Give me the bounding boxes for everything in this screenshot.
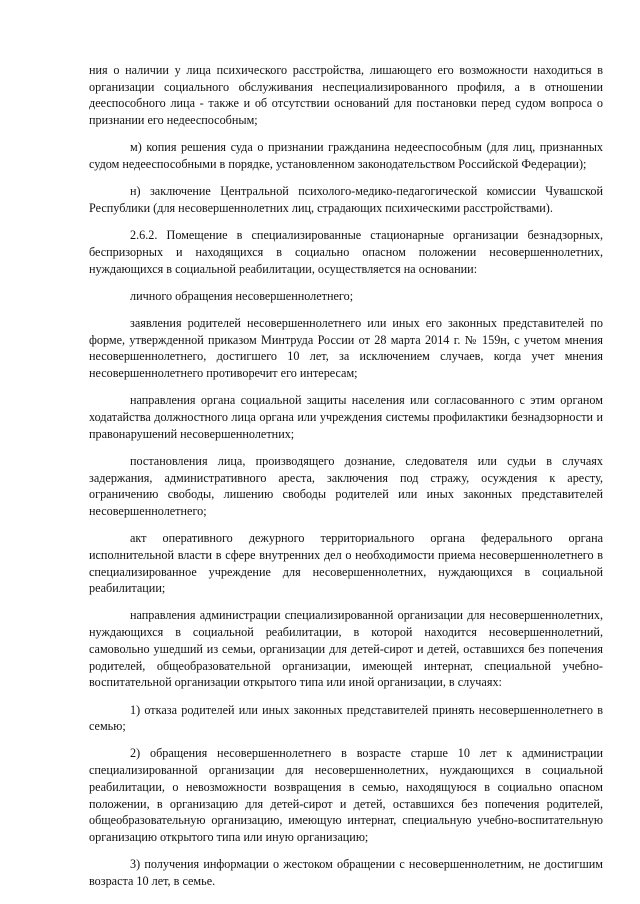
paragraph-item-m: м) копия решения суда о признании гражданина недееспособным (для лиц, признанных судом недееспособными в порядке, установленном законодательством Российской Федерации); [89,140,603,172]
paragraph-parents-application: заявления родителей несовершеннолетнего или иных его законных представителей по форме, утвержденной приказом Минтруда России от 28 марта 2014 г. № 159н, с учетом мнения несовершеннолетнего, достигшего 10 лет, за исключением случаев, когда учет мнения несовершеннолетнего противоречит его интересам; [89,315,603,381]
paragraph-duty-officer-act: акт оперативного дежурного территориального органа федерального органа исполнительной власти в сфере внутренних дел о необходимости приема несовершеннолетнего в специализированное учреждение для несовершеннолетних, нуждающихся в социальной реабилитации; [89,531,603,596]
document-page [89,62,603,900]
paragraph-case-2: 2) обращения несовершеннолетнего в возрасте старше 10 лет к администрации специализированной организации для несовершеннолетних, нуждающихся в социальной реабилитации, о невозможности возвращения в семью, находящуюся в социально опасном положении, в организацию для детей-сирот и детей, оставшихся без попечения родителей, общеобразовательную организацию, имеющую интернат, специальную учебно-воспитательную организацию открытого типа или иную организацию; [89,746,603,844]
paragraph-continuation: ния о наличии у лица психического расстройства, лишающего его возможности находиться в организации социального обслуживания неспециализированного профиля, а в отношении дееспособного лица - также и об отсутствии оснований для постановки перед судом вопроса о признании его недееспособным; [89,63,603,128]
paragraph-social-protection-referral: направления органа социальной защиты населения или согласованного с этим органом ходатайства должностного лица органа или учреждения системы профилактики безнадзорности и правонарушений несовершеннолетних; [89,393,603,441]
paragraph-case-1: 1) отказа родителей или иных законных представителей принять несовершеннолетнего в семью; [89,702,603,734]
paragraph-case-3: 3) получения информации о жестоком обращении с несовершеннолетним, не достигшим возраста 10 лет, в семье. [89,857,603,888]
paragraph-section-2-6-2: 2.6.2. Помещение в специализированные стационарные организации безнадзорных, беспризорных и находящихся в социально опасном положении несовершеннолетних, нуждающихся в социальной реабилитации, осуществляется на основании: [89,228,603,276]
paragraph-personal-request: личного обращения несовершеннолетнего; [130,288,354,303]
paragraph-investigator-decision: постановления лица, производящего дознание, следователя или судьи в случаях задержания, административного ареста, заключения под стражу, осуждения к аресту, ограничению свободы, лишению свободы родителей или иных законных представителей несовершеннолетнего; [89,453,603,518]
paragraph-administration-referral: направления администрации специализированной организации для несовершеннолетних, нуждающихся в социальной реабилитации, в которой находится несовершеннолетний, самовольно ушедший из семьи, организации для детей-сирот и детей, оставшихся без попечения родителей, общеобразовательной организации, имеющей интернат, специальной учебно-воспитательной организации открытого типа или иной организации, в случаях: [89,608,603,690]
paragraph-item-n: н) заключение Центральной психолого-медико-педагогической комиссии Чувашской Республики (для несовершеннолетних лиц, страдающих психическими расстройствами). [89,184,603,215]
